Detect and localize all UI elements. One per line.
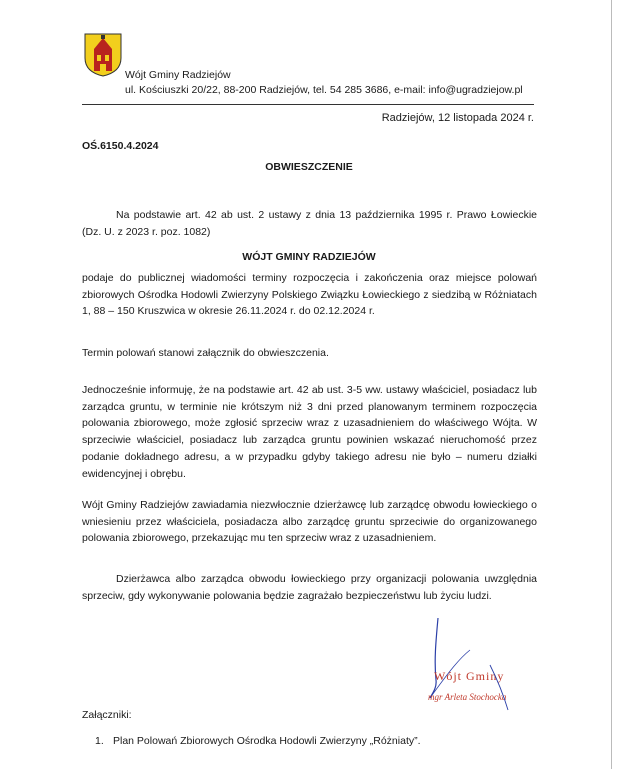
office-name: Wójt Gminy Radziejów [125,69,231,81]
attachment-item [95,735,421,747]
office-address: ul. Kościuszki 20/22, 88-200 Radziejów, tel. 54 285 3686, e-mail: info@ugradziejow.pl [125,84,523,96]
paragraph-announcement: podaje do publicznej wiadomości terminy rozpoczęcia i zakończenia oraz miejsce polowań zbiorowych Ośrodka Hodowli Zwierzyny Polskiego Związku Łowieckiego z siedzibą w Różniatach 1, 88 – 150 Kruszwica w okresie 26.11.2024 r. do 02.12.2024 r. [82,272,537,318]
header-divider [82,104,534,105]
authority-heading: WÓJT GMINY RADZIEJÓW [242,251,376,263]
document-title: OBWIESZCZENIE [265,161,353,173]
reference-number: OŚ.6150.4.2024 [82,140,159,152]
paragraph-objection-rights: Jednocześnie informuję, że na podstawie art. 42 ab ust. 3-5 ww. ustawy właściciel, posiadacz lub zarządca gruntu, w terminie nie krótszym niż 3 dni przed planowanym terminem rozpoczęcia polowania zbiorowego, może zgłosić sprzeciw wraz z uzasadnieniem do właściwego Wójta. W sprzeciwie właściciel, posiadacz lub zarządca gruntu powinien wskazać nieruchomość przez podanie dokładnego adresu, a w przypadku gdyby takiego adresu nie było – numeru działki ewidencyjnej i obrębu. [82,384,537,480]
attachments-label: Załączniki: [82,709,132,721]
coat-of-arms-icon [83,32,123,78]
stamp-title: Wójt Gminy [434,669,505,683]
page-edge [611,0,612,769]
signature-stamp [420,610,550,720]
document-date: Radziejów, 12 listopada 2024 r. [381,112,534,124]
stamp-name: mgr Arleta Stochocka [428,692,507,702]
paragraph-attachment-note: Termin polowań stanowi załącznik do obwieszczenia. [82,347,329,359]
paragraph-notification: Wójt Gminy Radziejów zawiadamia niezwłocznie dzierżawcę lub zarządcę obwodu łowieckiego o wniesieniu przez właściciela, posiadacza albo zarządcę gruntu sprzeciwie do organizowanego polowania zbiorowego, przekazując mu ten sprzeciw wraz z uzasadnieniem. [82,499,537,545]
attachment-number: 1. [95,735,104,747]
legal-basis: Na podstawie art. 42 ab ust. 2 ustawy z dnia 13 października 1995 r. Prawo Łowieckie (Dz. U. z 2023 r. poz. 1082) [82,209,537,238]
attachment-text: Plan Polowań Zbiorowych Ośrodka Hodowli Zwierzyny „Różniaty”. [113,735,421,747]
paragraph-safety: Dzierżawca albo zarządca obwodu łowieckiego przy organizacji polowania uwzględnia sprzeciw, gdy wykonywanie polowania będzie zagrażało bezpieczeństwu lub życiu ludzi. [82,573,537,602]
